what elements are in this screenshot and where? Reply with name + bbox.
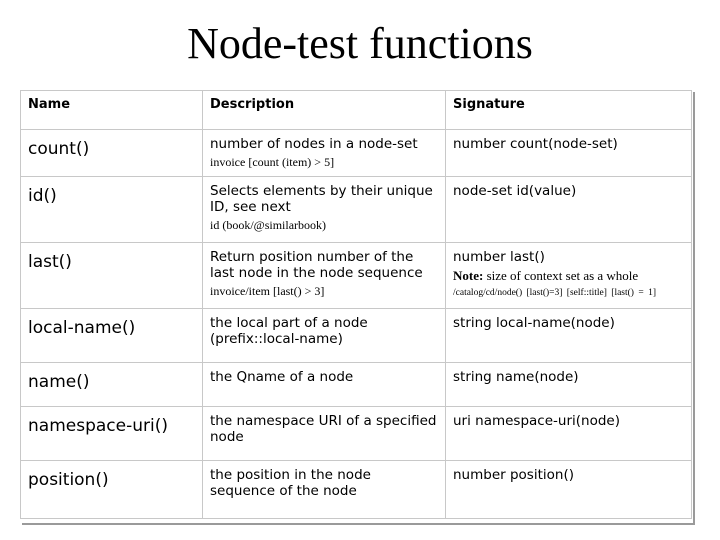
table-row bbox=[21, 363, 692, 407]
table-row bbox=[21, 407, 692, 461]
slide-title: Node-test functions bbox=[187, 19, 533, 68]
signature-cell bbox=[446, 130, 692, 177]
function-name: namespace-uri() bbox=[28, 416, 168, 436]
signature-cell bbox=[446, 407, 692, 461]
function-signature: string local-name(node) bbox=[453, 315, 615, 331]
description-cell bbox=[203, 130, 446, 177]
signature-note bbox=[453, 268, 684, 284]
description-cell bbox=[203, 177, 446, 243]
function-description: the position in the node sequence of the node bbox=[210, 467, 371, 499]
function-name: id() bbox=[28, 186, 57, 206]
table-header-row bbox=[21, 91, 692, 130]
name-cell bbox=[21, 130, 203, 177]
signature-cell bbox=[446, 243, 692, 309]
function-description: number of nodes in a node-set bbox=[210, 136, 418, 152]
function-signature: number count(node-set) bbox=[453, 136, 618, 152]
description-cell bbox=[203, 309, 446, 363]
table-row bbox=[21, 130, 692, 177]
description-cell bbox=[203, 243, 446, 309]
function-signature: node-set id(value) bbox=[453, 183, 577, 199]
function-signature: number position() bbox=[453, 467, 574, 483]
function-description: Return position number of the last node in the node sequence bbox=[210, 249, 423, 281]
function-description: the local part of a node (prefix::local-name) bbox=[210, 315, 368, 347]
table-row bbox=[21, 177, 692, 243]
name-cell bbox=[21, 177, 203, 243]
header-description: Description bbox=[203, 91, 446, 130]
name-cell bbox=[21, 309, 203, 363]
table-row bbox=[21, 309, 692, 363]
name-cell bbox=[21, 363, 203, 407]
signature-cell bbox=[446, 309, 692, 363]
table-row bbox=[21, 461, 692, 519]
signature-cell bbox=[446, 177, 692, 243]
function-name: local-name() bbox=[28, 318, 136, 338]
note-text: size of context set as a whole bbox=[486, 268, 639, 283]
function-example: id (book/@similarbook) bbox=[210, 218, 327, 232]
note-examples: /catalog/cd/node() [last()=3] [self::title] [last() = 1] bbox=[453, 288, 656, 298]
function-signature: uri namespace-uri(node) bbox=[453, 413, 620, 429]
function-example: invoice/item [last() > 3] bbox=[210, 284, 325, 298]
description-cell bbox=[203, 461, 446, 519]
function-name: position() bbox=[28, 470, 109, 490]
function-signature: string name(node) bbox=[453, 369, 579, 385]
name-cell bbox=[21, 461, 203, 519]
function-description: Selects elements by their unique ID, see next bbox=[210, 183, 433, 215]
function-name: name() bbox=[28, 372, 90, 392]
note-label: Note: bbox=[453, 268, 484, 283]
function-signature: number last() bbox=[453, 249, 545, 265]
function-description: the namespace URI of a specified node bbox=[210, 413, 437, 445]
header-name: Name bbox=[21, 91, 203, 130]
node-test-functions-table bbox=[20, 90, 692, 519]
function-name: count() bbox=[28, 139, 90, 159]
function-name: last() bbox=[28, 252, 72, 272]
function-example: invoice [count (item) > 5] bbox=[210, 155, 335, 169]
description-cell bbox=[203, 363, 446, 407]
name-cell bbox=[21, 407, 203, 461]
signature-cell bbox=[446, 363, 692, 407]
signature-cell bbox=[446, 461, 692, 519]
name-cell bbox=[21, 243, 203, 309]
function-description: the Qname of a node bbox=[210, 369, 354, 385]
table-row bbox=[21, 243, 692, 309]
description-cell bbox=[203, 407, 446, 461]
header-signature: Signature bbox=[446, 91, 692, 130]
